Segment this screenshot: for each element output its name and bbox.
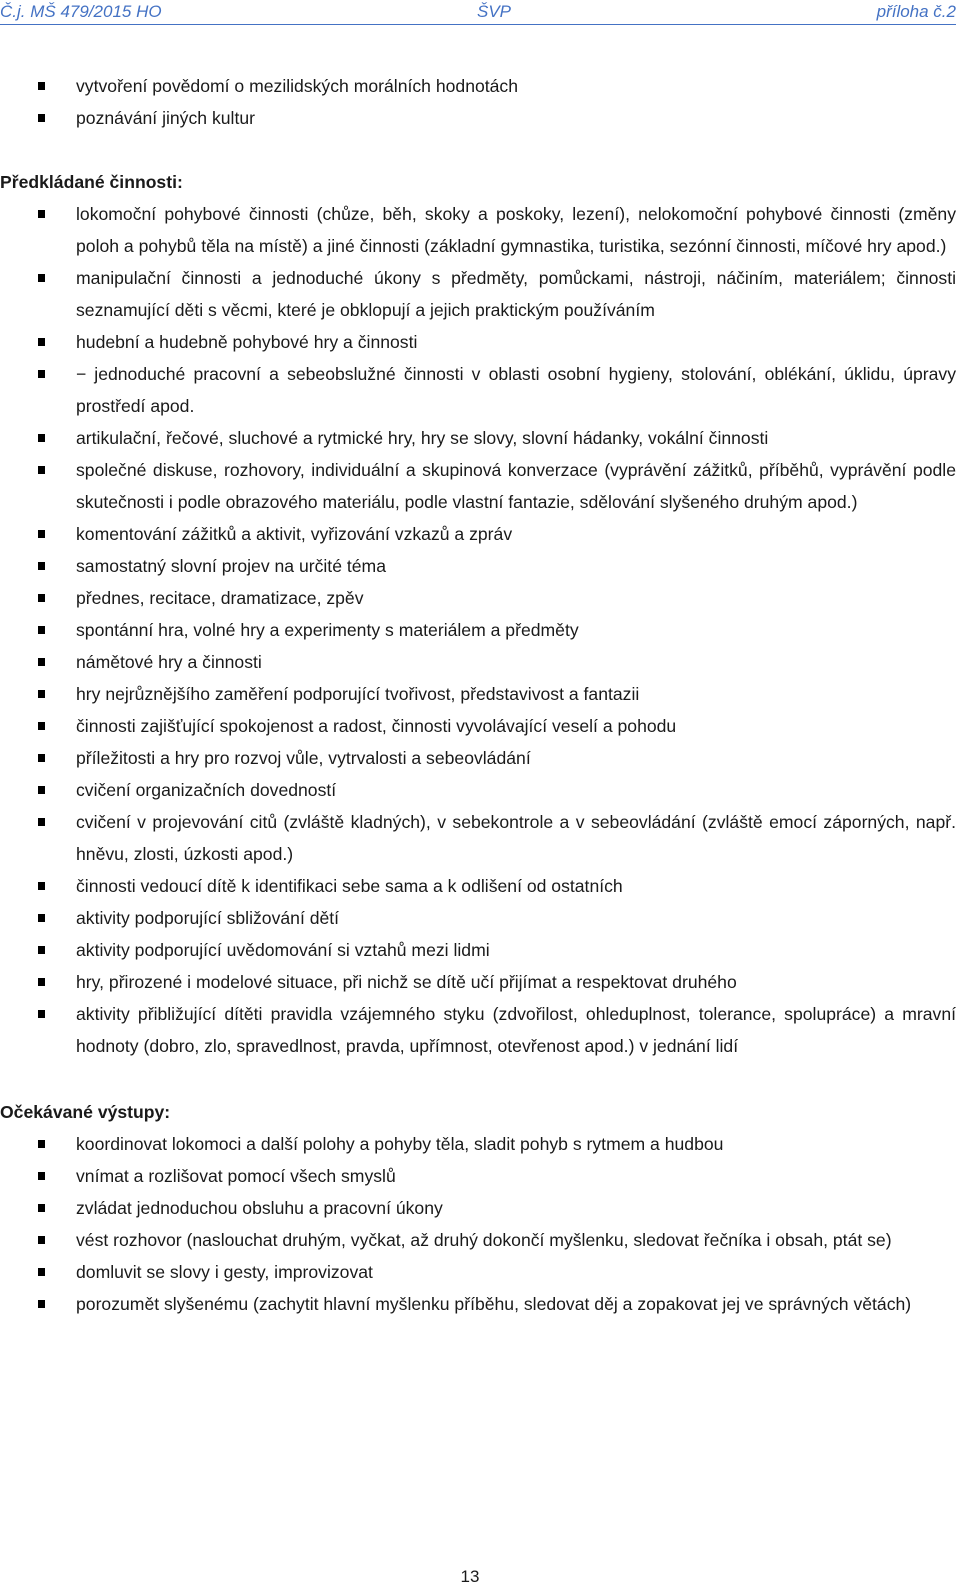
list-item [0,422,956,454]
list-item [0,934,956,966]
square-bullet-icon [38,1300,45,1308]
list-item [0,1256,956,1288]
header-attachment-label: příloha č.2 [876,2,956,21]
list-item [0,1288,956,1320]
square-bullet-icon [38,626,45,634]
square-bullet-icon [38,690,45,698]
list-item [0,1160,956,1192]
square-bullet-icon [38,370,45,378]
list-item-text: artikulační, řečové, sluchové a rytmické hry, hry se slovy, slovní hádanky, vokální činnosti [76,428,769,448]
header-document-name: ŠVP [477,2,512,21]
list-item-text: činnosti zajišťující spokojenost a radost, činnosti vyvolávající veselí a pohodu [76,716,677,736]
square-bullet-icon [38,274,45,282]
square-bullet-icon [38,114,45,122]
list-item-text: příležitosti a hry pro rozvoj vůle, vytrvalosti a sebeovládání [76,748,531,768]
square-bullet-icon [38,594,45,602]
square-bullet-icon [38,818,45,826]
list-item [0,966,956,998]
outcomes-heading: Očekávané výstupy: [0,1102,171,1122]
list-item-text: přednes, recitace, dramatizace, zpěv [76,588,364,608]
list-item [0,678,956,710]
list-item-text: koordinovat lokomoci a další polohy a pohyby těla, sladit pohyb s rytmem a hudbou [76,1134,724,1154]
square-bullet-icon [38,722,45,730]
list-item [0,646,956,678]
square-bullet-icon [38,914,45,922]
list-item-text: vytvoření povědomí o mezilidských morálních hodnotách [76,76,519,96]
activities-heading: Předkládané činnosti: [0,172,183,192]
list-item [0,582,956,614]
list-item-text: lokomoční pohybové činnosti (chůze, běh, skoky a poskoky, lezení), nelokomoční pohybové činnosti (změny poloh a pohybů těla na místě) a jiné činnosti (základní gymnastika, turistika, sezónní činnosti, míčové hry apod.) [76,204,956,256]
dash-mark: − [76,364,87,384]
list-item-text: aktivity podporující uvědomování si vztahů mezi lidmi [76,940,490,960]
list-item [0,614,956,646]
list-item-text: vnímat a rozlišovat pomocí všech smyslů [76,1166,396,1186]
list-item [0,550,956,582]
square-bullet-icon [38,1236,45,1244]
list-item-text: cvičení organizačních dovedností [76,780,337,800]
square-bullet-icon [38,1172,45,1180]
list-item [0,262,956,326]
list-item [0,742,956,774]
list-item-text: námětové hry a činnosti [76,652,262,672]
list-item-text: spontánní hra, volné hry a experimenty s materiálem a předměty [76,620,579,640]
list-item [0,102,956,134]
list-item [0,1224,956,1256]
square-bullet-icon [38,946,45,954]
list-item [0,198,956,262]
list-item [0,454,956,518]
list-item-text: manipulační činnosti a jednoduché úkony s předměty, pomůckami, nástroji, náčiním, materiálem; činnosti seznamující děti s věcmi, které je obklopují a jejich praktickým používáním [76,268,956,320]
list-item-text: komentování zážitků a aktivit, vyřizování vzkazů a zpráv [76,524,513,544]
intro-list [0,70,956,134]
section-spacer [0,134,956,166]
list-item [0,326,956,358]
document-body [0,70,956,1320]
square-bullet-icon [38,1010,45,1018]
list-item-text: aktivity podporující sbližování dětí [76,908,340,928]
square-bullet-icon [38,754,45,762]
square-bullet-icon [38,434,45,442]
square-bullet-icon [38,882,45,890]
square-bullet-icon [38,562,45,570]
page-number: 13 [460,1567,480,1586]
list-item-text: samostatný slovní projev na určité téma [76,556,386,576]
list-item-text: společné diskuse, rozhovory, individuální a skupinová konverzace (vyprávění zážitků, příběhů, vyprávění podle skutečnosti i podle obrazového materiálu, podle vlastní fantazie, sdělování slyšeného druhým apod.) [76,460,956,512]
square-bullet-icon [38,530,45,538]
section-spacer [0,1062,956,1096]
list-item [0,1128,956,1160]
list-item-text: domluvit se slovy i gesty, improvizovat [76,1262,373,1282]
list-item [0,70,956,102]
header-reference-number: Č.j. MŠ 479/2015 HO [0,2,162,21]
list-item-text: poznávání jiných kultur [76,108,255,128]
square-bullet-icon [38,1204,45,1212]
activities-list [0,198,956,1062]
list-item [0,870,956,902]
list-item-text: hudební a hudebně pohybové hry a činnosti [76,332,418,352]
square-bullet-icon [38,338,45,346]
list-item-text: činnosti vedoucí dítě k identifikaci sebe sama a k odlišení od ostatních [76,876,623,896]
list-item-text: porozumět slyšenému (zachytit hlavní myšlenku příběhu, sledovat děj a zopakovat jej ve správných větách) [76,1294,912,1314]
square-bullet-icon [38,466,45,474]
square-bullet-icon [38,82,45,90]
list-item [0,998,956,1062]
list-item-text: cvičení v projevování citů (zvláště kladných), v sebekontrole a v sebeovládání (zvláště emocí záporných, např. hněvu, zlosti, úzkosti apod.) [76,812,956,864]
list-item-text: jednoduché pracovní a sebeobslužné činnosti v oblasti osobní hygieny, stolování, oblékání, úklidu, úpravy prostředí apod. [76,364,956,416]
square-bullet-icon [38,786,45,794]
square-bullet-icon [38,1140,45,1148]
list-item-text: zvládat jednoduchou obsluhu a pracovní úkony [76,1198,443,1218]
list-item-text: hry, přirozené i modelové situace, při nichž se dítě učí přijímat a respektovat druhého [76,972,737,992]
list-item-text: vést rozhovor (naslouchat druhým, vyčkat, až druhý dokončí myšlenku, sledovat řečníka i obsah, ptát se) [76,1230,892,1250]
square-bullet-icon [38,658,45,666]
square-bullet-icon [38,978,45,986]
list-item [0,1192,956,1224]
list-item-text: hry nejrůznějšího zaměření podporující tvořivost, představivost a fantazii [76,684,640,704]
list-item-text: aktivity přibližující dítěti pravidla vzájemného styku (zdvořilost, ohleduplnost, tolerance, spolupráce) a mravní hodnoty (dobro, zlo, spravedlnost, pravda, upřímnost, otevřenost apod.) v jednání lidí [76,1004,956,1056]
list-item [0,710,956,742]
outcomes-list [0,1128,956,1320]
list-item [0,902,956,934]
page-header [0,0,956,25]
square-bullet-icon [38,1268,45,1276]
list-item [0,774,956,806]
list-item [0,358,956,422]
list-item [0,806,956,870]
list-item [0,518,956,550]
square-bullet-icon [38,210,45,218]
